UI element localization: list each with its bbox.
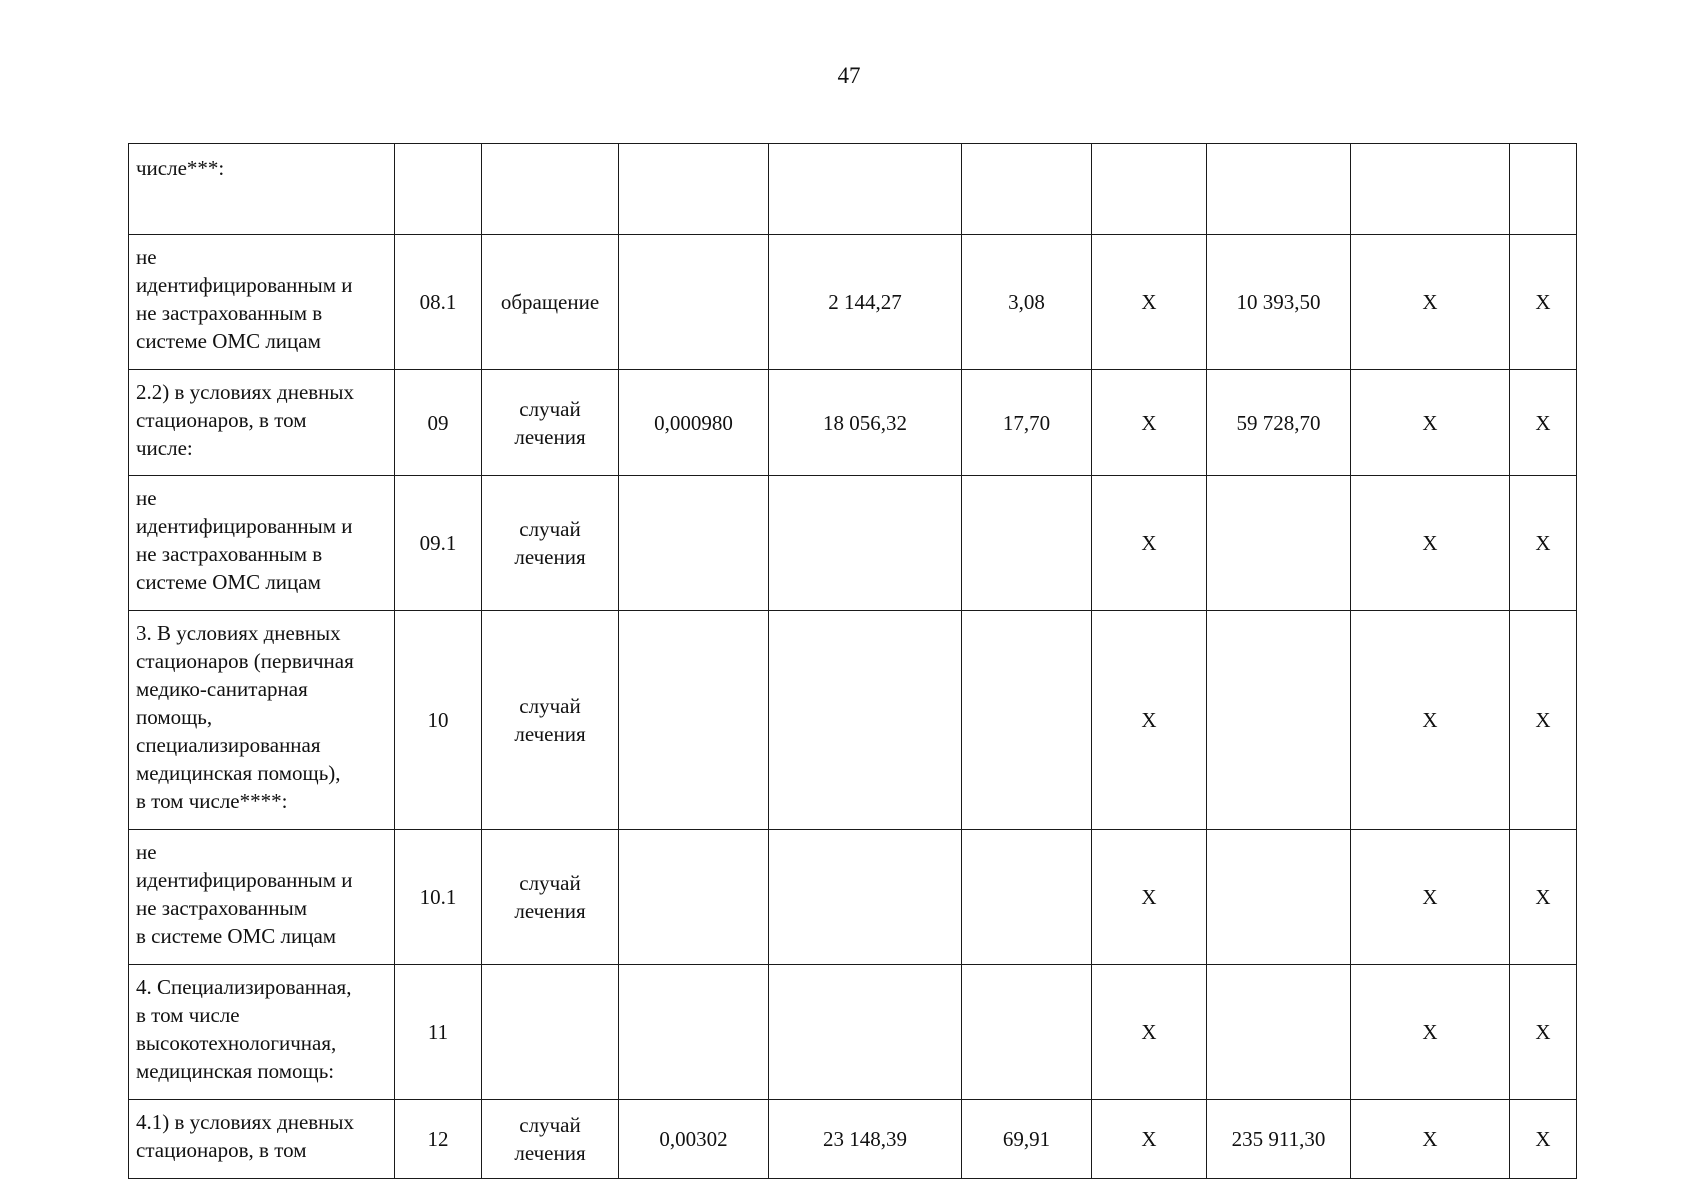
row-value-cell: X <box>1092 476 1207 611</box>
row-unit-cell: случай лечения <box>482 611 619 830</box>
row-value-cell <box>962 965 1092 1100</box>
row-value-cell <box>619 476 769 611</box>
row-value-cell <box>962 830 1092 965</box>
row-value-cell: X <box>1510 830 1577 965</box>
row-code-cell: 12 <box>395 1100 482 1179</box>
row-code-cell: 10.1 <box>395 830 482 965</box>
row-unit-cell: случай лечения <box>482 476 619 611</box>
row-value-cell: X <box>1092 370 1207 476</box>
row-value-cell: X <box>1510 1100 1577 1179</box>
row-code-cell: 10 <box>395 611 482 830</box>
row-code-cell: 09 <box>395 370 482 476</box>
row-value-cell: X <box>1092 830 1207 965</box>
row-value-cell: X <box>1510 965 1577 1100</box>
row-unit-cell: случай лечения <box>482 1100 619 1179</box>
row-value-cell: 18 056,32 <box>769 370 962 476</box>
row-name-cell: 2.2) в условиях дневных стационаров, в том числе: <box>129 370 395 476</box>
row-name-cell: 3. В условиях дневных стационаров (первичная медико-санитарная помощь, специализированная медицинская помощь), в том числе****: <box>129 611 395 830</box>
row-value-cell <box>769 476 962 611</box>
row-value-cell: X <box>1351 965 1510 1100</box>
row-value-cell: X <box>1510 235 1577 370</box>
row-value-cell <box>619 235 769 370</box>
row-value-cell: 3,08 <box>962 235 1092 370</box>
row-code-cell <box>395 144 482 235</box>
row-value-cell: X <box>1092 965 1207 1100</box>
row-value-cell: X <box>1351 1100 1510 1179</box>
row-value-cell <box>769 611 962 830</box>
row-value-cell: X <box>1351 370 1510 476</box>
row-value-cell: 69,91 <box>962 1100 1092 1179</box>
row-value-cell: 0,00302 <box>619 1100 769 1179</box>
row-value-cell <box>619 965 769 1100</box>
row-value-cell: 0,000980 <box>619 370 769 476</box>
row-value-cell <box>962 144 1092 235</box>
row-name-cell: не идентифицированным и не застрахованным в системе ОМС лицам <box>129 235 395 370</box>
page-number: 47 <box>837 63 861 88</box>
table-row <box>129 1100 1577 1179</box>
row-value-cell: X <box>1092 235 1207 370</box>
row-unit-cell <box>482 144 619 235</box>
row-value-cell <box>1207 476 1351 611</box>
row-name-cell: числе***: <box>129 144 395 235</box>
row-code-cell: 08.1 <box>395 235 482 370</box>
table-row <box>129 370 1577 476</box>
row-value-cell: X <box>1351 830 1510 965</box>
table-row <box>129 965 1577 1100</box>
row-value-cell: 59 728,70 <box>1207 370 1351 476</box>
row-value-cell: 10 393,50 <box>1207 235 1351 370</box>
row-value-cell: 2 144,27 <box>769 235 962 370</box>
row-value-cell: 23 148,39 <box>769 1100 962 1179</box>
row-name-cell: 4.1) в условиях дневных стационаров, в том <box>129 1100 395 1179</box>
row-value-cell: 17,70 <box>962 370 1092 476</box>
row-value-cell: X <box>1351 476 1510 611</box>
row-value-cell <box>962 476 1092 611</box>
row-name-cell: не идентифицированным и не застрахованным в системе ОМС лицам <box>129 476 395 611</box>
table-row <box>129 235 1577 370</box>
row-value-cell <box>769 144 962 235</box>
row-value-cell: X <box>1510 476 1577 611</box>
row-value-cell: X <box>1092 611 1207 830</box>
row-value-cell <box>1207 830 1351 965</box>
row-value-cell <box>1207 965 1351 1100</box>
data-table <box>128 143 1577 1179</box>
row-value-cell <box>1207 611 1351 830</box>
row-value-cell <box>1207 144 1351 235</box>
row-value-cell <box>1351 144 1510 235</box>
table-row <box>129 476 1577 611</box>
row-code-cell: 09.1 <box>395 476 482 611</box>
row-unit-cell: случай лечения <box>482 830 619 965</box>
row-value-cell: X <box>1510 370 1577 476</box>
row-name-cell: 4. Специализированная, в том числе высокотехнологичная, медицинская помощь: <box>129 965 395 1100</box>
row-value-cell <box>619 611 769 830</box>
row-value-cell: 235 911,30 <box>1207 1100 1351 1179</box>
table-row <box>129 611 1577 830</box>
row-value-cell <box>1510 144 1577 235</box>
row-unit-cell <box>482 965 619 1100</box>
row-value-cell <box>962 611 1092 830</box>
row-unit-cell: обращение <box>482 235 619 370</box>
table-row <box>129 144 1577 235</box>
row-value-cell: X <box>1351 235 1510 370</box>
row-value-cell <box>619 830 769 965</box>
row-value-cell <box>1092 144 1207 235</box>
row-value-cell <box>769 830 962 965</box>
row-value-cell <box>769 965 962 1100</box>
row-name-cell: не идентифицированным и не застрахованным в системе ОМС лицам <box>129 830 395 965</box>
row-value-cell <box>619 144 769 235</box>
row-code-cell: 11 <box>395 965 482 1100</box>
row-value-cell: X <box>1092 1100 1207 1179</box>
row-value-cell: X <box>1510 611 1577 830</box>
row-unit-cell: случай лечения <box>482 370 619 476</box>
table-row <box>129 830 1577 965</box>
row-value-cell: X <box>1351 611 1510 830</box>
